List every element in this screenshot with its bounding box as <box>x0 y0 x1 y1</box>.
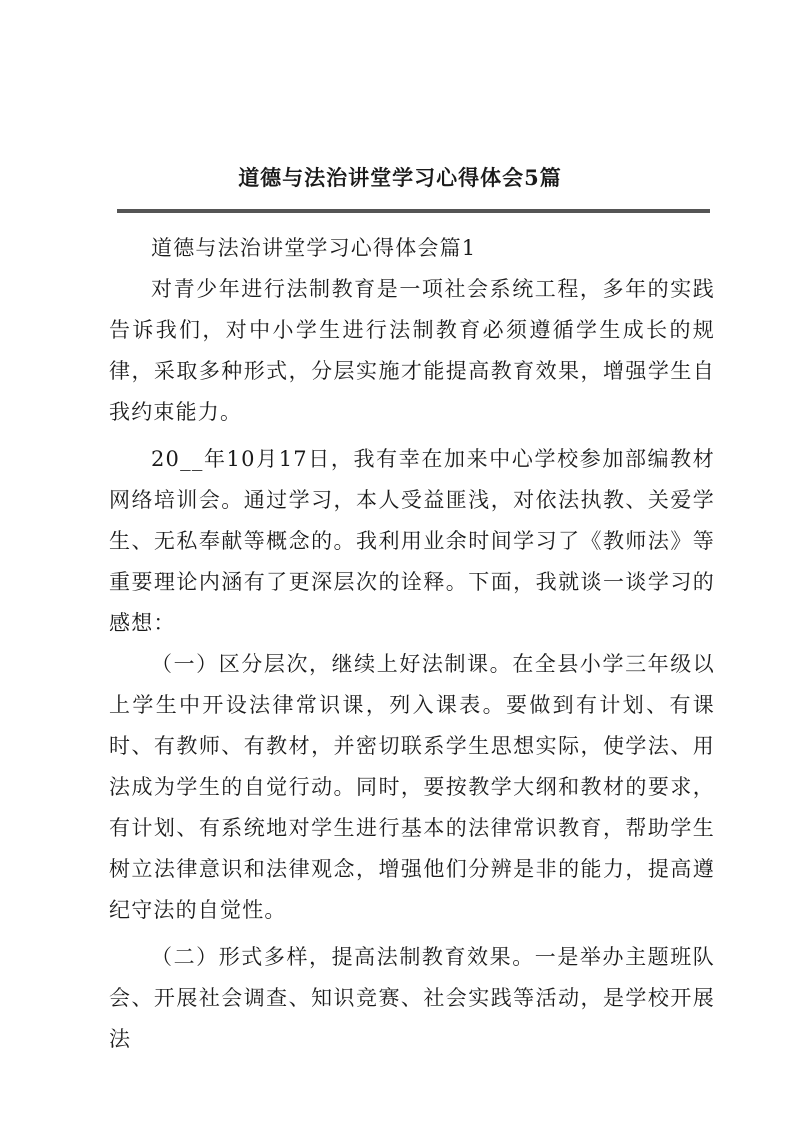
paragraph-1: 对青少年进行法制教育是一项社会系统工程，多年的实践告诉我们，对中小学生进行法制教育必须遵循学生成长的规律，采取多种形式，分层实施才能提高教育效果，增强学生自我约束能力。 <box>109 277 715 424</box>
paragraph-4: （二）形式多样，提高法制教育效果。一是举办主题班队会、开展社会调查、知识竞赛、社会实践等活动，是学校开展法 <box>109 945 715 1051</box>
document-title: 道德与法治讲堂学习心得体会5篇 <box>238 165 562 190</box>
title-divider <box>117 209 710 213</box>
section-heading: 道德与法治讲堂学习心得体会篇1 <box>151 236 477 260</box>
document-body <box>109 228 715 1060</box>
paragraph-3: （一）区分层次，继续上好法制课。在全县小学三年级以上学生中开设法律常识课，列入课表。要做到有计划、有课时、有教师、有教材，并密切联系学生思想实际，使学法、用法成为学生的自觉行动。同时，要按教学大纲和教材的要求，有计划、有系统地对学生进行基本的法律常识教育，帮助学生树立法律意识和法律观念，增强他们分辨是非的能力，提高遵纪守法的自觉性。 <box>109 652 715 922</box>
paragraph-2: 20__年10月17日，我有幸在加来中心学校参加部编教材网络培训会。通过学习，本人受益匪浅，对依法执教、关爱学生、无私奉献等概念的。我利用业余时间学习了《教师法》等重要理论内涵有了更深层次的诠释。下面，我就谈一谈学习的感想： <box>109 447 715 635</box>
